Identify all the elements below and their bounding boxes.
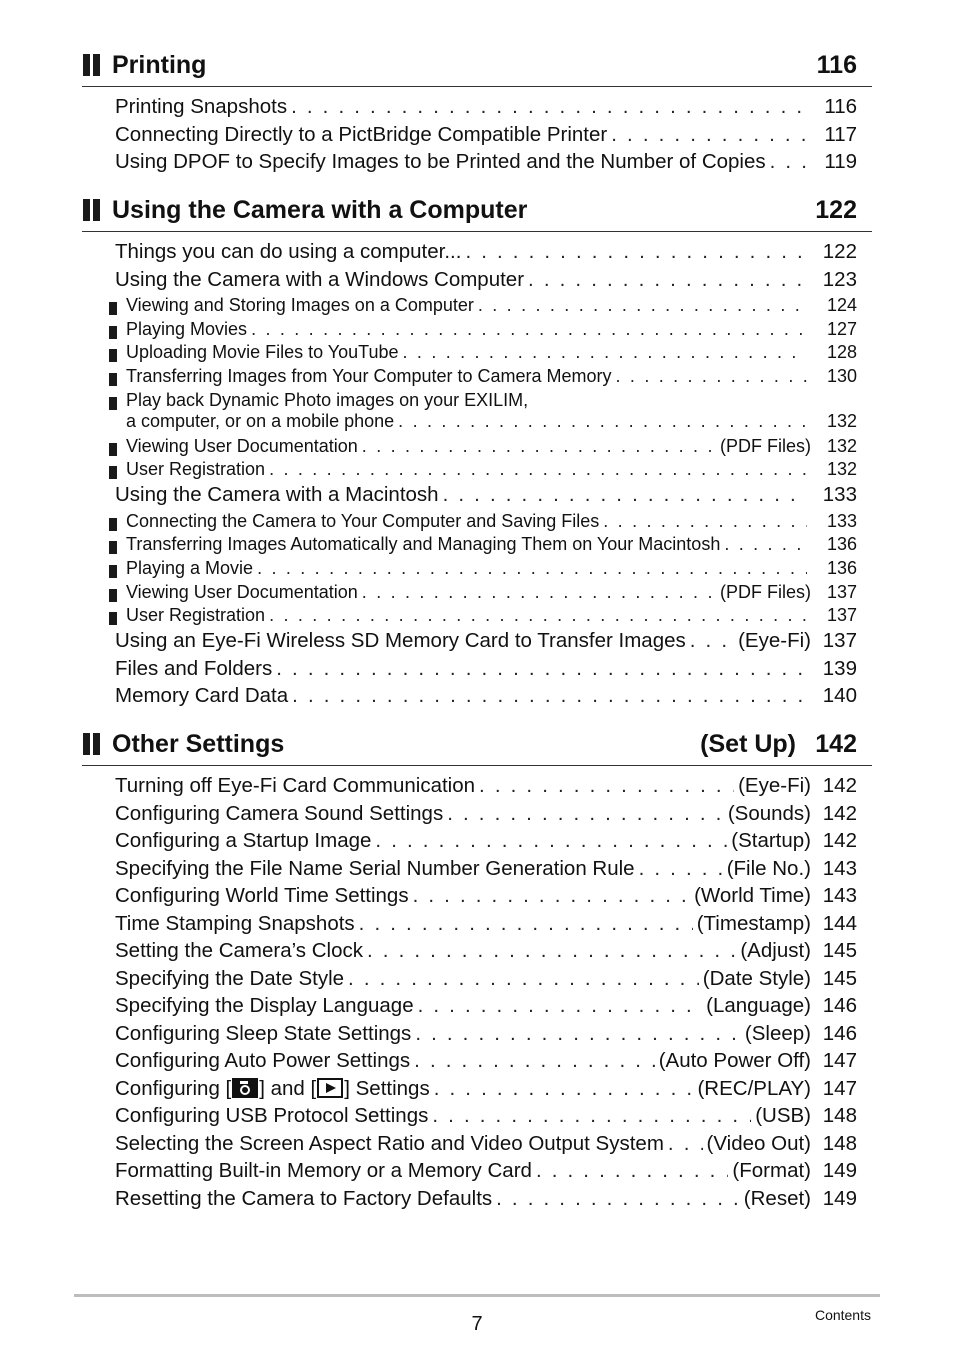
entry-tag: (PDF Files): [720, 581, 811, 602]
entry-tag: (Sounds): [727, 801, 811, 825]
entry-page: 116: [824, 95, 857, 118]
dot-leader: [447, 802, 724, 826]
toc-entry[interactable]: [115, 1159, 857, 1187]
entry-page: 146: [822, 994, 857, 1017]
section-tag: (Set Up): [700, 730, 796, 758]
entry-page: 132: [826, 410, 857, 431]
toc-entry[interactable]: [115, 657, 857, 685]
toc-subentry[interactable]: [126, 558, 857, 582]
bullet-icon: [109, 349, 117, 362]
toc-subentry[interactable]: [126, 511, 857, 535]
entry-label: Setting the Camera’s Clock: [115, 939, 364, 962]
section-header: [82, 52, 872, 87]
bullet-icon: [109, 541, 117, 554]
dot-leader: [536, 1159, 728, 1183]
entry-page: 143: [822, 856, 857, 880]
dot-leader: [465, 240, 807, 264]
entry-label: User Registration: [126, 459, 266, 480]
entry-page: 148: [822, 1131, 857, 1155]
entry-label: Specifying the Date Style: [115, 966, 345, 990]
toc-subentry[interactable]: [126, 319, 857, 343]
dot-leader: [269, 605, 807, 626]
entry-label: Playing Movies: [126, 318, 248, 339]
entry-page: 136: [826, 534, 857, 555]
entry-page: 142: [822, 774, 857, 797]
entry-page: 137: [826, 605, 857, 626]
bullet-icon: [109, 612, 117, 625]
toc-subentry[interactable]: [126, 534, 857, 558]
bullet-icon: [109, 443, 117, 456]
entry-page: 136: [826, 558, 857, 578]
entry-label: Using DPOF to Specify Images to be Printed and the Number of Copies: [115, 150, 766, 173]
section-marker-icon: [82, 733, 102, 755]
entry-page: 142: [822, 829, 857, 852]
entry-label-line1: Play back Dynamic Photo images on your EXILIM,: [126, 389, 529, 410]
entry-label: Configuring USB Protocol Settings: [115, 1104, 429, 1127]
dot-leader: [611, 123, 807, 147]
entry-label: Using the Camera with a Windows Computer: [115, 267, 525, 291]
entry-label: Using an Eye-Fi Wireless SD Memory Card to Transfer Images: [115, 629, 686, 653]
entry-tag: (Format): [732, 1159, 811, 1182]
dot-leader: [257, 558, 807, 579]
entry-tag: (World Time): [694, 884, 811, 907]
entry-label: Selecting the Screen Aspect Ratio and Video Output System: [115, 1131, 664, 1155]
entry-tag: (Date Style): [702, 966, 811, 990]
entry-page: 140: [822, 684, 857, 708]
section-title: Using the Camera with a Computer: [112, 196, 528, 224]
entry-label-part: Configuring [: [115, 1076, 232, 1100]
toc-entry[interactable]: [115, 268, 857, 296]
entry-label: Turning off Eye-Fi Card Communication: [115, 774, 476, 797]
entry-label: Connecting Directly to a PictBridge Compatible Printer: [115, 122, 608, 146]
dot-leader: [770, 150, 807, 174]
bullet-icon: [109, 518, 117, 531]
dot-leader: [668, 1132, 703, 1156]
dot-leader: [414, 1049, 655, 1073]
dot-leader: [398, 411, 807, 432]
toc-entry[interactable]: [115, 1132, 857, 1160]
toc-subentry[interactable]: [126, 366, 857, 390]
entry-page: 146: [822, 1021, 857, 1045]
entry-page: 123: [822, 267, 857, 291]
dot-leader: [348, 967, 699, 991]
entry-label: Resetting the Camera to Factory Defaults: [115, 1186, 493, 1210]
toc-entry[interactable]: [115, 967, 857, 995]
entry-label: Uploading Movie Files to YouTube: [126, 342, 399, 363]
dot-leader: [432, 1104, 751, 1128]
toc-subentry[interactable]: [126, 605, 857, 629]
section-title: Printing: [112, 51, 207, 79]
entry-label: Configuring a Startup Image: [115, 829, 372, 852]
entry-page: 133: [826, 510, 857, 531]
section-page-number: 122: [815, 196, 857, 224]
entry-page: 143: [822, 884, 857, 907]
entry-tag: (USB): [755, 1104, 811, 1127]
entry-label: Viewing and Storing Images on a Computer: [126, 295, 474, 315]
entry-page: 148: [822, 1104, 857, 1127]
entry-page: 124: [826, 295, 857, 315]
section-marker-icon: [82, 199, 102, 221]
entry-label: Time Stamping Snapshots: [115, 911, 355, 935]
entry-page: 149: [822, 1186, 857, 1210]
entry-label-line2: a computer, or on a mobile phone: [126, 410, 395, 431]
entry-page: 137: [822, 629, 857, 653]
toc-subentry[interactable]: [126, 390, 857, 436]
toc-subentry[interactable]: [126, 582, 857, 606]
section-page-number: 142: [815, 730, 857, 758]
toc-entry[interactable]: [115, 939, 857, 967]
section-computer: [82, 197, 872, 712]
play-icon: [317, 1078, 343, 1098]
entry-label: Configuring Auto Power Settings: [115, 1049, 411, 1072]
entry-page: 132: [826, 435, 857, 456]
dot-leader: [479, 774, 734, 798]
section-other-settings: [82, 731, 872, 1214]
toc-entry[interactable]: [115, 1049, 857, 1077]
entry-tag: (REC/PLAY): [697, 1076, 811, 1100]
entry-tag: (Startup): [731, 829, 811, 852]
entry-tag: (Auto Power Off): [658, 1049, 811, 1072]
toc-entry[interactable]: [115, 994, 857, 1022]
section-printing: [82, 52, 872, 178]
dot-leader: [413, 884, 690, 908]
toc-entry[interactable]: [115, 802, 857, 830]
section-page-number: 116: [816, 51, 857, 79]
dot-leader: [276, 657, 807, 681]
toc-entry[interactable]: [115, 1077, 857, 1105]
dot-leader: [251, 319, 807, 340]
entry-page: 130: [826, 366, 857, 387]
entry-label: Transferring Images Automatically and Managing Them on Your Macintosh: [126, 534, 721, 555]
entry-label-part: ] Settings: [344, 1076, 430, 1100]
toc-entry[interactable]: [115, 629, 857, 657]
footer-rule: [74, 1294, 880, 1297]
footer-section-label: Contents: [814, 1307, 871, 1323]
toc-entry[interactable]: [115, 123, 857, 151]
dot-leader: [724, 534, 807, 555]
toc-subentry[interactable]: [126, 459, 857, 483]
entry-label: Transferring Images from Your Computer to Camera Memory: [126, 366, 612, 387]
entry-page: 145: [822, 966, 857, 990]
toc-entry[interactable]: [115, 240, 857, 268]
dot-leader: [403, 342, 807, 363]
dot-leader: [291, 95, 807, 119]
bullet-icon: [109, 373, 117, 386]
section-header: [82, 731, 872, 766]
entry-label: Viewing User Documentation: [126, 435, 358, 456]
entry-label: Configuring Camera Sound Settings: [115, 801, 444, 825]
toc-entry[interactable]: [115, 774, 857, 802]
entry-label: Printing Snapshots: [115, 95, 288, 118]
entry-label: Using the Camera with a Macintosh: [115, 483, 439, 507]
entry-label: Specifying the File Name Serial Number Generation Rule: [115, 856, 635, 880]
toc-subentry[interactable]: [126, 436, 857, 460]
entry-tag: (Sleep): [744, 1021, 811, 1045]
entry-page: 117: [824, 122, 857, 146]
entry-label: Viewing User Documentation: [126, 581, 358, 602]
section-header: [82, 197, 872, 232]
bullet-icon: [109, 565, 117, 578]
dot-leader: [639, 857, 723, 881]
entry-tag: (Timestamp): [696, 911, 811, 935]
entry-label-part: ] and [: [259, 1076, 317, 1100]
dot-leader: [528, 268, 807, 292]
dot-leader: [362, 436, 716, 457]
bullet-icon: [109, 397, 117, 410]
dot-leader: [434, 1077, 694, 1101]
dot-leader: [269, 459, 807, 480]
toc-entry[interactable]: [115, 684, 857, 712]
dot-leader: [367, 939, 736, 963]
dot-leader: [418, 994, 703, 1018]
entry-page: 133: [822, 483, 857, 507]
entry-page: 127: [826, 318, 857, 339]
entry-page: 122: [822, 240, 857, 263]
toc-subentry[interactable]: [126, 295, 857, 319]
entry-page: 147: [822, 1076, 857, 1100]
entry-label: Playing a Movie: [126, 558, 254, 578]
entry-tag: (Reset): [743, 1186, 811, 1210]
bullet-icon: [109, 302, 117, 315]
entry-tag: (PDF Files): [720, 435, 811, 456]
entry-tag: (File No.): [726, 856, 811, 880]
toc-entry[interactable]: [115, 1187, 857, 1215]
toc-entry[interactable]: [115, 857, 857, 885]
entry-label: [115, 1077, 430, 1101]
entry-label: Memory Card Data: [115, 684, 289, 708]
toc-entry[interactable]: [115, 884, 857, 912]
entry-label: Configuring World Time Settings: [115, 884, 409, 907]
dot-leader: [616, 366, 807, 387]
entry-page: 128: [826, 342, 857, 363]
toc-entry[interactable]: [115, 1022, 857, 1050]
section-title: Other Settings: [112, 730, 285, 758]
entry-page: 147: [822, 1049, 857, 1072]
dot-leader: [292, 684, 807, 708]
toc-entry[interactable]: [115, 483, 857, 511]
bullet-icon: [109, 466, 117, 479]
entry-page: 149: [822, 1159, 857, 1182]
dot-leader: [362, 582, 716, 603]
entry-label: Files and Folders: [115, 656, 273, 680]
entry-page: 137: [826, 581, 857, 602]
dot-leader: [359, 912, 693, 936]
toc-subentry[interactable]: [126, 342, 857, 366]
entry-tag: (Eye-Fi): [738, 774, 811, 797]
entry-label: Things you can do using a computer...: [115, 240, 462, 263]
toc-entry[interactable]: [115, 829, 857, 857]
page-number: 7: [471, 1313, 483, 1335]
entry-page: 145: [822, 939, 857, 962]
entry-label: Connecting the Camera to Your Computer and Saving Files: [126, 510, 600, 531]
entry-page: 119: [824, 150, 857, 173]
dot-leader: [478, 295, 807, 316]
bullet-icon: [109, 589, 117, 602]
entry-tag: (Video Out): [706, 1131, 811, 1155]
toc-entry[interactable]: [115, 150, 857, 178]
entry-tag: (Adjust): [740, 939, 811, 962]
entry-page: 139: [822, 656, 857, 680]
dot-leader: [443, 483, 807, 507]
toc-entry[interactable]: [115, 912, 857, 940]
entry-page: 142: [822, 801, 857, 825]
dot-leader: [496, 1187, 740, 1211]
entry-page: 144: [822, 911, 857, 935]
dot-leader: [603, 511, 807, 532]
entry-tag: (Eye-Fi): [738, 629, 811, 653]
entry-tag: (Language): [706, 994, 811, 1017]
entry-page: 132: [826, 459, 857, 480]
section-marker-icon: [82, 54, 102, 76]
entry-label: User Registration: [126, 605, 266, 626]
toc-entry[interactable]: [115, 95, 857, 123]
bullet-icon: [109, 326, 117, 339]
entry-label: Formatting Built-in Memory or a Memory Card: [115, 1159, 532, 1182]
entry-label: Specifying the Display Language: [115, 994, 414, 1017]
dot-leader: [415, 1022, 741, 1046]
entry-label: Configuring Sleep State Settings: [115, 1021, 412, 1045]
dot-leader: [690, 629, 734, 653]
toc-entry[interactable]: [115, 1104, 857, 1132]
camera-icon: [232, 1078, 258, 1098]
dot-leader: [375, 829, 727, 853]
